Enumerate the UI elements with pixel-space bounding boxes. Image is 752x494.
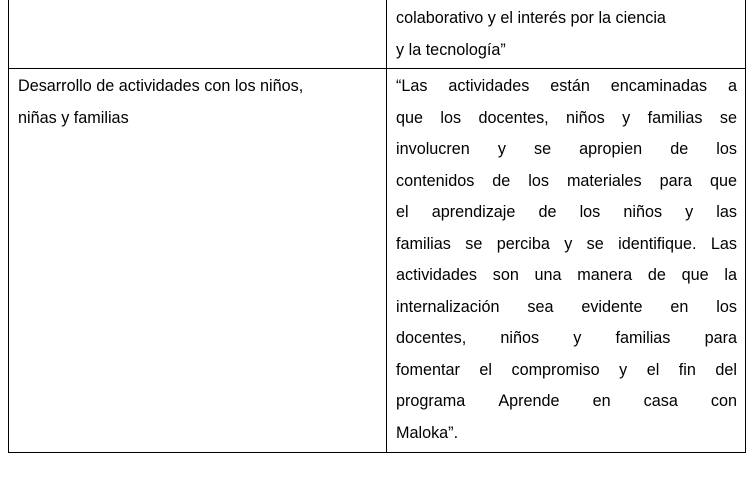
quote-word: y xyxy=(497,140,506,158)
quote-word: encaminadas xyxy=(610,77,708,95)
quote-word: sea xyxy=(527,297,554,316)
quote-word: de xyxy=(647,266,666,284)
table-row xyxy=(9,69,746,453)
quote-word: y xyxy=(619,360,628,379)
quote-word: niños xyxy=(623,203,663,221)
quote-word: fomentar xyxy=(396,360,460,379)
quote-word: las xyxy=(716,203,737,221)
quote-word: que xyxy=(709,171,737,190)
quote-word: en xyxy=(670,297,689,316)
quote-text-line xyxy=(396,197,737,229)
quote-word: familias xyxy=(615,329,671,347)
quote-word: a xyxy=(727,77,737,95)
quote-word: docentes, xyxy=(478,108,549,127)
quote-word: el xyxy=(646,360,660,379)
table-cell-left-empty xyxy=(9,0,387,69)
activity-title-line: Desarrollo de actividades con los niños, xyxy=(18,77,304,95)
quote-word: actividades xyxy=(396,266,477,284)
quote-word: del xyxy=(715,360,737,379)
quote-word: niños xyxy=(500,329,540,347)
quote-text-line xyxy=(396,355,737,387)
quote-word: que xyxy=(681,266,709,284)
document-table xyxy=(8,0,746,453)
quote-word: y xyxy=(685,203,694,221)
quote-word: programa xyxy=(396,392,466,410)
quote-text-line: Maloka”. xyxy=(396,423,459,442)
quote-word: involucren xyxy=(396,140,470,158)
quote-word: internalización xyxy=(396,297,500,316)
quote-text-line xyxy=(396,229,737,261)
quote-word: los xyxy=(716,297,737,316)
quote-word: una xyxy=(534,266,562,284)
quote-word: perciba xyxy=(496,234,550,253)
table-cell-right xyxy=(387,69,746,453)
quote-word: los xyxy=(716,140,737,158)
quote-text-line xyxy=(396,134,737,166)
quote-word: Las xyxy=(710,234,737,253)
quote-word: y xyxy=(564,234,573,253)
quote-word: de xyxy=(670,140,689,158)
quote-text-line xyxy=(396,71,737,103)
quote-word: se xyxy=(586,234,604,253)
quote-word: están xyxy=(550,77,590,95)
quote-word: casa xyxy=(643,392,678,410)
quote-word: niños xyxy=(566,108,605,127)
quote-word: se xyxy=(533,140,552,158)
quote-word: evidente xyxy=(581,297,643,316)
quote-word: manera xyxy=(577,266,633,284)
quote-text-line xyxy=(396,166,737,198)
quote-text-line xyxy=(396,260,737,292)
quote-word: la xyxy=(724,266,737,284)
quote-word: docentes, xyxy=(396,329,467,347)
quote-word: apropien xyxy=(579,140,643,158)
quote-word: y xyxy=(622,108,631,127)
quote-word: “Las xyxy=(396,77,428,95)
quote-word: el xyxy=(396,203,409,221)
quote-word: actividades xyxy=(448,77,530,95)
quote-word: los xyxy=(528,171,549,190)
quote-word: se xyxy=(465,234,483,253)
table-cell-left xyxy=(9,69,387,453)
quote-word: el xyxy=(479,360,492,379)
quote-word: familias xyxy=(647,108,703,127)
cell-text-line: colaborativo y el interés por la ciencia xyxy=(396,9,666,27)
quote-word: con xyxy=(710,392,737,410)
quote-text-line xyxy=(396,323,737,355)
quote-word: para xyxy=(659,171,692,190)
quote-word: en xyxy=(592,392,611,410)
quote-text-line xyxy=(396,103,737,135)
table-cell-right xyxy=(387,0,746,69)
quote-word: fin xyxy=(678,360,696,379)
cell-text-line: y la tecnología” xyxy=(396,40,506,59)
quote-word: se xyxy=(719,108,737,127)
activity-title-line: niñas y familias xyxy=(18,108,129,127)
quote-word: Aprende xyxy=(498,392,560,410)
quote-word: aprendizaje xyxy=(431,203,516,221)
table-row xyxy=(9,0,746,69)
quote-word: de xyxy=(538,203,557,221)
quote-word: familias xyxy=(396,234,451,253)
quote-word: y xyxy=(573,329,582,347)
quote-word: los xyxy=(579,203,601,221)
quote-word: compromiso xyxy=(511,360,600,379)
quote-word: los xyxy=(440,108,462,127)
quote-word: materiales xyxy=(566,171,642,190)
quote-word: identifique. xyxy=(618,234,697,253)
quote-word: para xyxy=(704,329,737,347)
quote-word: contenidos xyxy=(396,171,475,190)
quote-word: son xyxy=(492,266,519,284)
quote-text-line xyxy=(396,292,737,324)
quote-text-line xyxy=(396,386,737,418)
quote-word: que xyxy=(396,108,424,127)
quote-word: de xyxy=(492,171,511,190)
